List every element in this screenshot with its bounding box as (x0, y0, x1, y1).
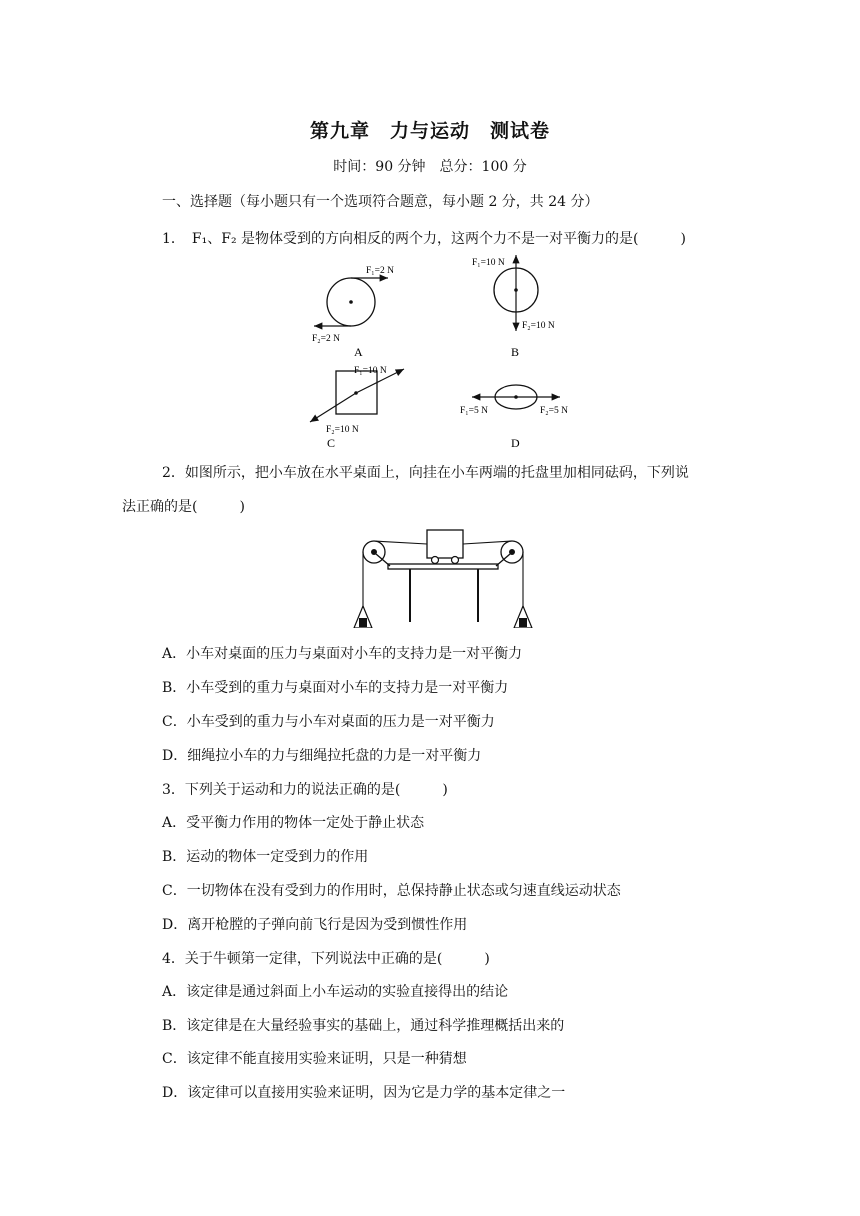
question-3-option-c: C．一切物体在没有受到力的作用时，总保持静止状态或匀速直线运动状态 (162, 883, 621, 899)
question-3-option-d: D．离开枪膛的子弹向前飞行是因为受到惯性作用 (162, 917, 468, 933)
figure-c-f1: F₁=10 N (354, 366, 387, 376)
question-2-option-a: A．小车对桌面的压力与桌面对小车的支持力是一对平衡力 (162, 646, 523, 662)
question-2-apparatus-figure (350, 528, 540, 628)
section-heading: 一、选择题（每小题只有一个选项符合题意，每小题 2 分，共 24 分） (162, 194, 599, 210)
figure-b-f2: F₂=10 N (522, 321, 555, 331)
figure-d-label: D (511, 436, 520, 450)
question-3-option-a: A．受平衡力作用的物体一定处于静止状态 (162, 815, 425, 831)
question-4-option-c: C．该定律不能直接用实验来证明，只是一种猜想 (162, 1051, 467, 1067)
question-3-option-b: B．运动的物体一定受到力的作用 (162, 849, 369, 865)
figure-d-f1: F₁=5 N (460, 406, 488, 416)
question-4-option-a: A．该定律是通过斜面上小车运动的实验直接得出的结论 (162, 984, 509, 1000)
question-1-figures (300, 252, 600, 452)
figure-a (312, 266, 394, 359)
figure-b-f1: F₁=10 N (472, 258, 505, 268)
figure-a-label: A (354, 345, 363, 359)
question-4-stem: 4．关于牛顿第一定律，下列说法中正确的是( ) (162, 951, 490, 967)
figure-c-label: C (327, 436, 336, 450)
cart (427, 530, 463, 558)
question-2-option-c: C．小车受到的重力与小车对桌面的压力是一对平衡力 (162, 714, 495, 730)
figure-a-f1: F₁=2 N (366, 266, 394, 276)
question-4-option-d: D．该定律可以直接用实验来证明，因为它是力学的基本定律之一 (162, 1085, 566, 1101)
figure-b-label: B (511, 345, 520, 359)
question-1-stem: 1． F₁、F₂ 是物体受到的方向相反的两个力，这两个力不是一对平衡力的是( ) (162, 231, 686, 247)
figure-c-f2: F₂=10 N (326, 425, 359, 435)
question-2-option-d: D．细绳拉小车的力与细绳拉托盘的力是一对平衡力 (162, 748, 482, 764)
figure-b (472, 255, 555, 359)
question-2-stem-line1: 2．如图所示，把小车放在水平桌面上，向挂在小车两端的托盘里加相同砝码，下列说 (162, 465, 689, 481)
question-4-option-b: B．该定律是在大量经验事实的基础上，通过科学推理概括出来的 (162, 1018, 565, 1034)
question-3-stem: 3．下列关于运动和力的说法正确的是( ) (162, 782, 448, 798)
figure-a-f2: F₂=2 N (312, 334, 340, 344)
question-2-stem-line2: 法正确的是( ) (122, 499, 245, 515)
exam-meta: 时间：90 分钟 总分：100 分 (333, 159, 527, 175)
figure-d-f2: F₂=5 N (540, 406, 568, 416)
page-title: 第九章 力与运动 测试卷 (309, 120, 550, 142)
figure-c (310, 366, 404, 450)
question-2-option-b: B．小车受到的重力与桌面对小车的支持力是一对平衡力 (162, 680, 509, 696)
figure-d (460, 385, 568, 450)
